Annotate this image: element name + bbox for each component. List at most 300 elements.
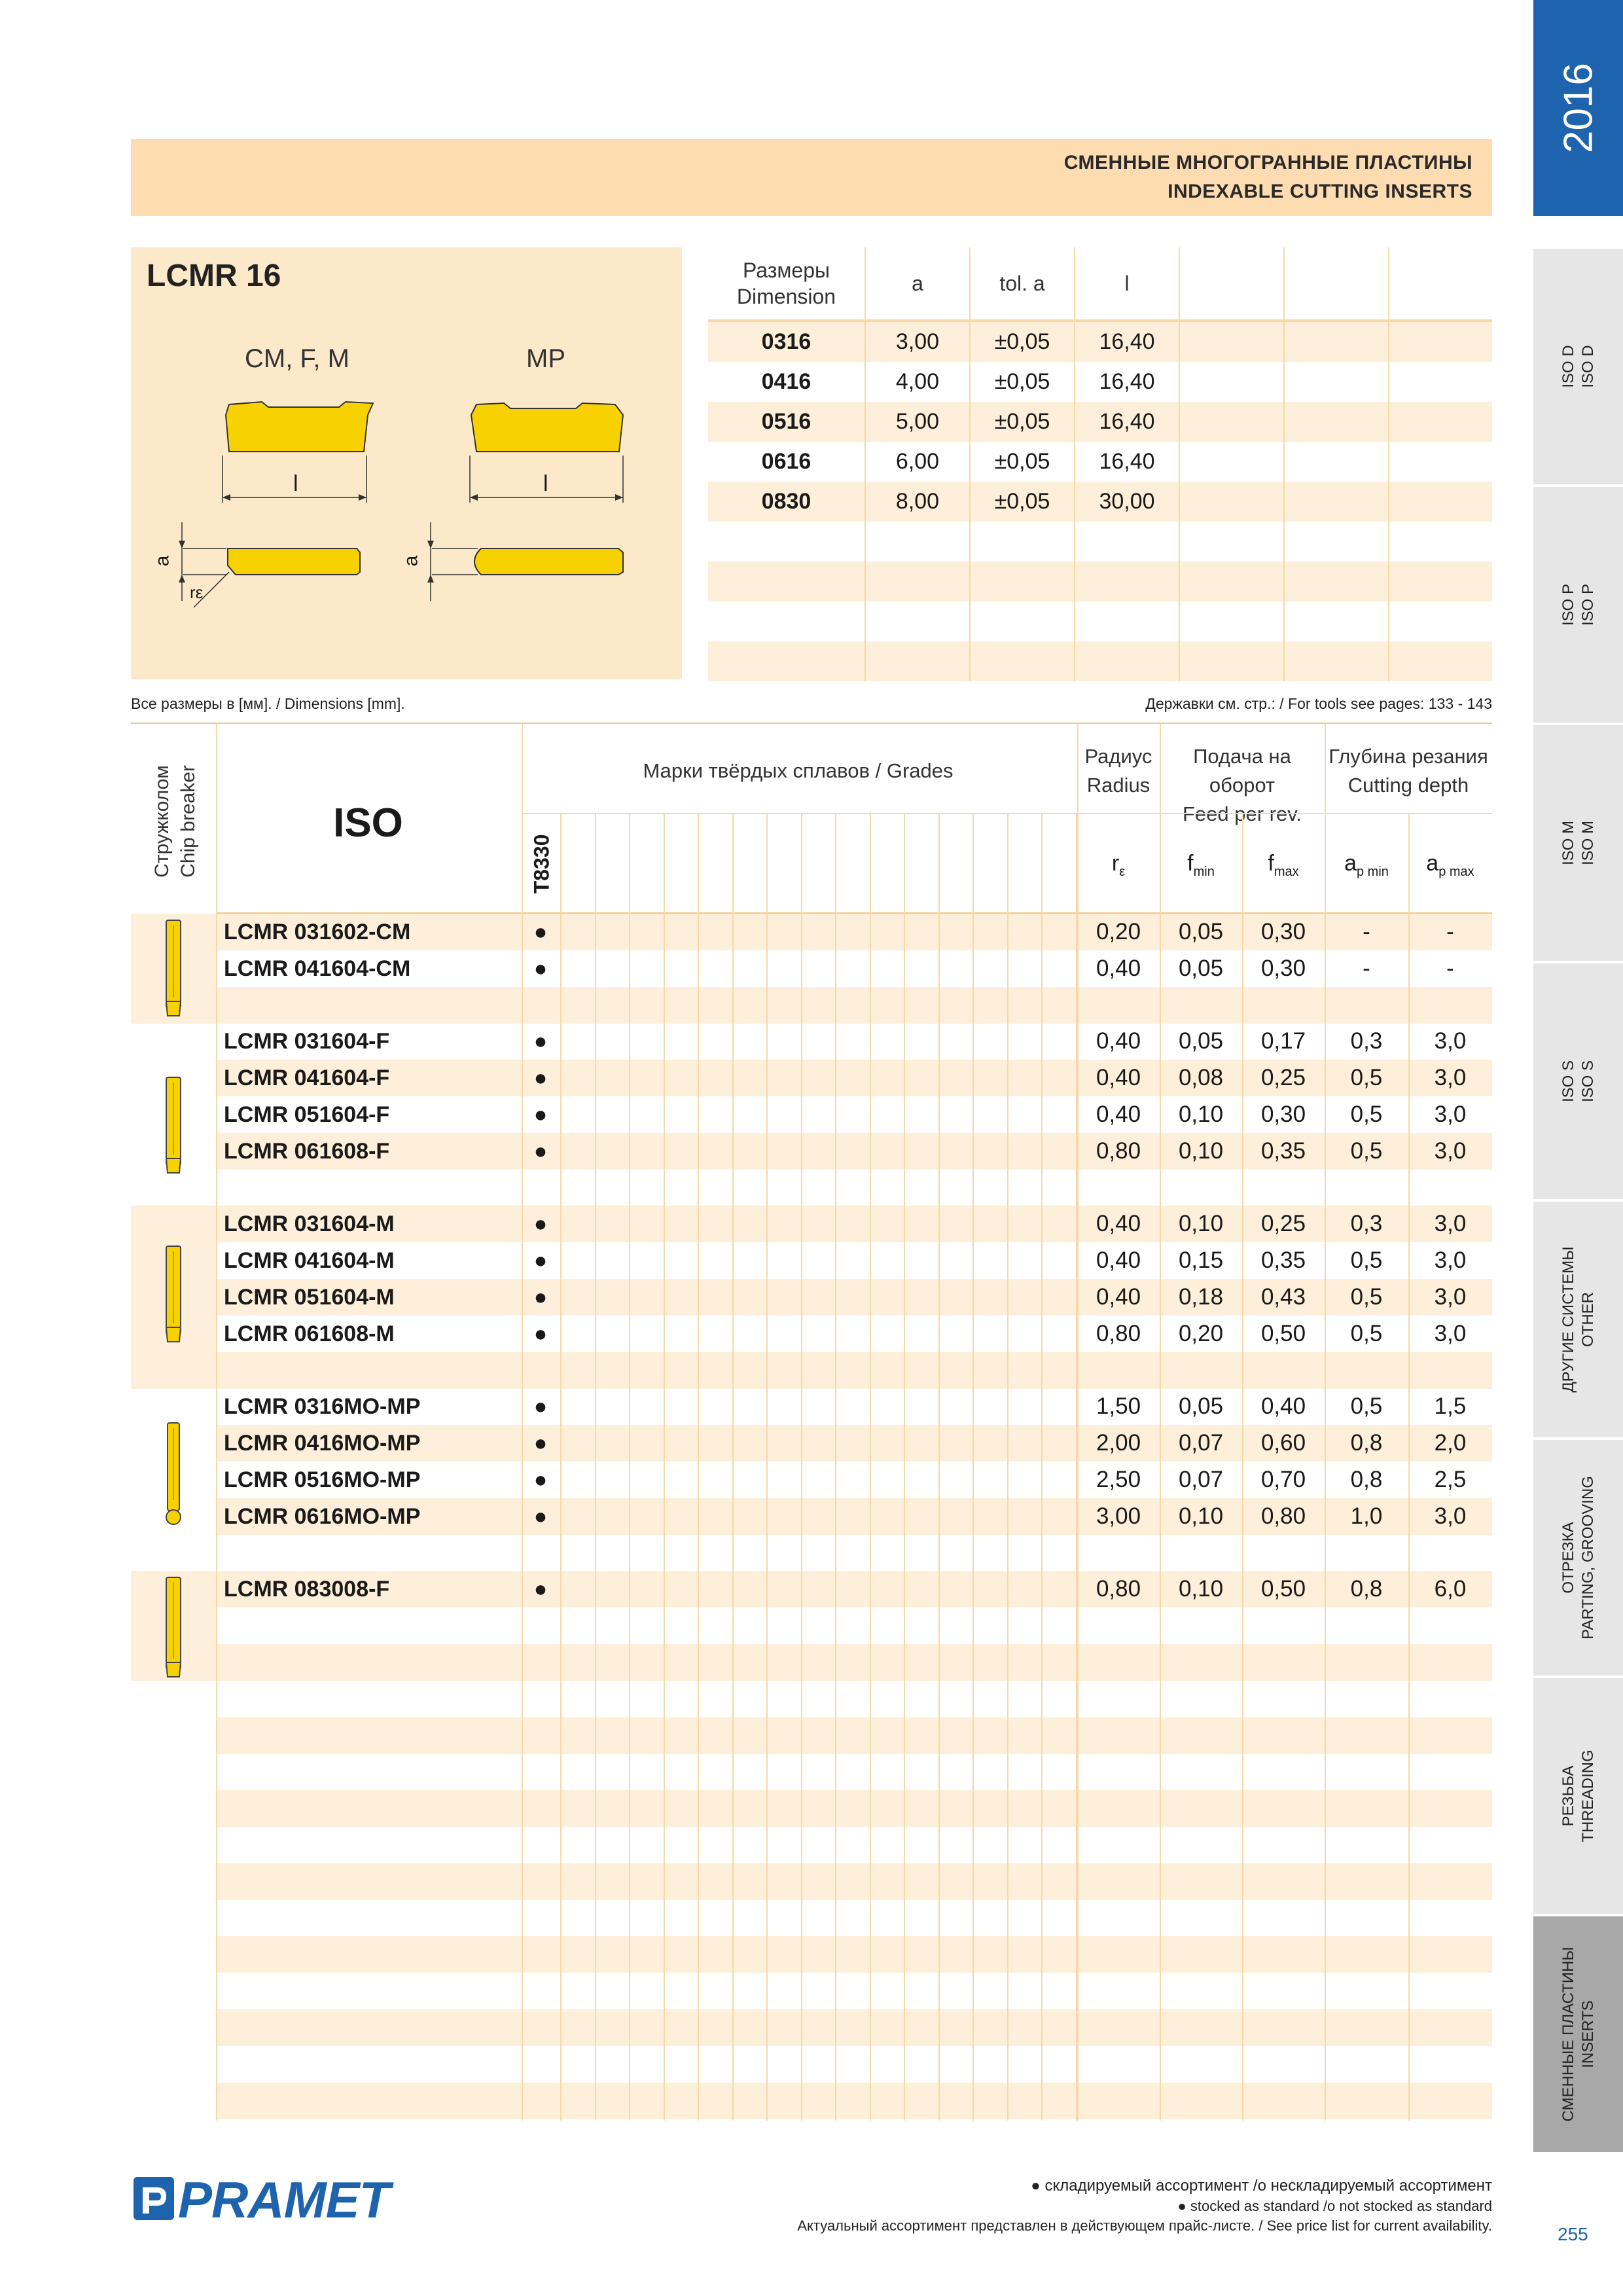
insert-code: LCMR 051604-F	[224, 1102, 390, 1127]
grid-line	[595, 814, 596, 2121]
insert-code: LCMR 041604-CM	[224, 956, 411, 981]
cell-apmin: -	[1363, 955, 1370, 981]
stock-dot: ●	[533, 1394, 548, 1420]
dim-empty-cell	[1284, 601, 1389, 641]
cell-fmax: 0,17	[1260, 1028, 1306, 1054]
dim-empty-cell	[1284, 522, 1389, 562]
dim-row	[708, 442, 1492, 482]
dim-empty-cell	[1179, 641, 1284, 681]
grid-line	[1041, 814, 1043, 2121]
cell-r: 0,40	[1096, 1284, 1141, 1310]
dim-code: 0316	[708, 321, 865, 362]
holders-note[interactable]: Державки см. стр.: / For tools see pages: 133 - 143	[1145, 695, 1492, 712]
cell-fmin: 0,07	[1178, 1430, 1224, 1456]
cell-apmax: 3,0	[1434, 1503, 1467, 1529]
grid-line	[870, 814, 871, 2121]
dim-cell-a: 8,00	[865, 482, 970, 522]
dim-empty-cell	[1179, 562, 1284, 601]
dim-empty-cell	[1179, 362, 1284, 402]
insert-code: LCMR 041604-M	[224, 1248, 395, 1274]
chip-breaker-ru: Стружколом	[151, 765, 173, 878]
stock-dot: ●	[533, 1577, 548, 1602]
dim-row	[708, 641, 1492, 681]
cell-apmin: -	[1363, 919, 1370, 944]
cell-fmin: 0,05	[1178, 919, 1224, 944]
dimensions-note: Все размеры в [мм]. / Dimensions [mm].	[131, 695, 405, 712]
table-row	[216, 1936, 1492, 1973]
table-row	[216, 1023, 1492, 1060]
dim-empty-cell	[970, 601, 1075, 641]
stock-dot: ●	[533, 1066, 548, 1091]
side-tab-iso-s[interactable]	[1533, 963, 1623, 1202]
depth-en: Cutting depth	[1347, 774, 1469, 797]
dim-cell-tol: ±0,05	[970, 482, 1075, 522]
dim-empty-cell	[1284, 321, 1389, 362]
dim-empty-cell	[1389, 402, 1492, 442]
cell-apmax: 3,0	[1434, 1028, 1467, 1054]
cell-fmax: 0,30	[1260, 919, 1306, 944]
cell-fmin: 0,05	[1178, 1393, 1224, 1420]
grid-line	[560, 814, 562, 2121]
table-row	[216, 2046, 1492, 2083]
cell-fmin: 0,10	[1178, 1138, 1224, 1164]
stock-dot: ●	[533, 956, 548, 981]
dim-empty-cell	[865, 522, 970, 562]
dim-head-ru: Размеры	[743, 259, 830, 282]
dim-empty-cell	[1075, 641, 1179, 681]
grid-line	[1077, 724, 1079, 2121]
side-tab-label-en: ISO D	[1578, 345, 1597, 388]
price-list-note: Актуальный ассортимент представлен в действующем прайс-листе. / See price list for current availability.	[797, 2217, 1492, 2234]
side-tab-label-en: ISO P	[1578, 583, 1597, 626]
grid-line	[801, 814, 802, 2121]
grade-t8330-label: T8330	[529, 834, 554, 894]
grades-header: Марки твёрдых сплавов / Grades	[643, 759, 954, 782]
table-row	[216, 1498, 1492, 1535]
table-row	[216, 1352, 1492, 1389]
insert-code: LCMR 0616MO-MP	[224, 1503, 421, 1529]
side-tab-iso-d[interactable]	[1533, 249, 1623, 487]
stock-dot: ●	[533, 1503, 548, 1529]
table-row	[216, 1900, 1492, 1937]
cell-r: 0,40	[1096, 1247, 1141, 1274]
dim-code: 0416	[708, 362, 865, 402]
cell-fmax: 0,80	[1260, 1503, 1306, 1529]
label-mp: MP	[526, 344, 565, 373]
cell-r: 0,40	[1096, 1211, 1141, 1237]
cell-fmax: 0,30	[1260, 1102, 1306, 1127]
stock-dot: ●	[533, 1138, 548, 1164]
cell-fmin: 0,10	[1178, 1211, 1224, 1237]
grid-line	[698, 814, 699, 2121]
table-row	[216, 987, 1492, 1024]
cell-r: 1,50	[1096, 1393, 1141, 1420]
dimension-table	[708, 247, 1492, 681]
grid-line	[1242, 814, 1243, 2121]
dim-empty-cell	[1284, 362, 1389, 402]
symbol-apmax: $a_{p max}$	[1426, 851, 1474, 879]
dim-empty-cell	[1389, 601, 1492, 641]
insert-geometry-drawing	[131, 247, 682, 679]
side-tab-label-ru: РЕЗЬБА	[1559, 1765, 1577, 1827]
cell-r: 0,80	[1096, 1138, 1141, 1164]
grades-top-rule	[131, 723, 1492, 724]
cell-fmin: 0,10	[1178, 1503, 1224, 1529]
dim-empty-cell	[865, 641, 970, 681]
dim-code: 0516	[708, 402, 865, 442]
side-tab-iso-p[interactable]	[1533, 487, 1623, 725]
cell-apmax: 3,0	[1434, 1284, 1467, 1310]
dim-empty-cell	[970, 562, 1075, 601]
cell-r: 0,40	[1096, 1028, 1141, 1054]
table-row	[216, 2009, 1492, 2046]
side-tab-other[interactable]	[1533, 1202, 1623, 1440]
dim-empty-cell	[1179, 442, 1284, 482]
side-tab-label-en: OTHER	[1578, 1292, 1597, 1347]
cell-apmax: 3,0	[1434, 1320, 1467, 1346]
feed-ru: Подача на оборот	[1193, 745, 1291, 797]
table-row	[216, 1607, 1492, 1644]
table-row	[216, 914, 1492, 950]
side-tab-label-ru: ДРУГИЕ СИСТЕМЫ	[1559, 1246, 1577, 1393]
dim-empty-cell	[1284, 562, 1389, 601]
grid-line	[1160, 724, 1161, 2121]
dim-empty-cell	[1284, 402, 1389, 442]
cell-apmax: 3,0	[1434, 1102, 1467, 1127]
symbol-fmax: $f_{max}$	[1268, 851, 1299, 879]
table-row	[216, 1644, 1492, 1681]
stock-dot: ●	[533, 1248, 548, 1274]
dim-empty-cell	[1179, 482, 1284, 522]
insert-code: LCMR 051604-M	[224, 1285, 395, 1310]
stock-dot: ●	[533, 1211, 548, 1237]
chip-breaker-en: Chip breaker	[177, 765, 199, 878]
side-tab-iso-m[interactable]	[1533, 725, 1623, 963]
cell-apmin: 0,5	[1350, 1320, 1383, 1346]
side-tab-label-en: INSERTS	[1578, 2000, 1597, 2068]
dim-empty-cell	[1075, 562, 1179, 601]
insert-code: LCMR 083008-F	[224, 1577, 390, 1602]
cell-r: 3,00	[1096, 1503, 1141, 1529]
cell-r: 0,80	[1096, 1320, 1141, 1346]
cell-fmin: 0,05	[1178, 1028, 1224, 1054]
insert-code: LCMR 031602-CM	[224, 920, 411, 944]
table-row	[216, 1863, 1492, 1900]
pramet-logo-icon	[131, 2174, 177, 2223]
label-cm-f-m: CM, F, M	[245, 344, 349, 373]
stock-legend-en: ● stocked as standard /o not stocked as standard	[1177, 2198, 1492, 2214]
side-tab-label-ru: ISO S	[1559, 1060, 1577, 1103]
table-row	[216, 1170, 1492, 1206]
dim-empty-cell	[865, 601, 970, 641]
dim-empty-cell	[970, 641, 1075, 681]
dim-empty-cell	[1389, 442, 1492, 482]
dim-empty-cell	[708, 562, 865, 601]
grid-line	[664, 814, 665, 2121]
feed-en: Feed per rev.	[1182, 802, 1302, 825]
dim-head-a: a	[865, 247, 970, 321]
dim-l-right: l	[543, 471, 548, 496]
side-tab-label-en: ISO M	[1578, 820, 1597, 866]
grid-line	[766, 814, 768, 2121]
pramet-logo-text: PRAMET	[178, 2171, 390, 2229]
table-row	[216, 1535, 1492, 1571]
table-row	[216, 2083, 1492, 2119]
cell-fmin: 0,10	[1178, 1576, 1224, 1602]
cell-fmax: 0,70	[1260, 1467, 1306, 1492]
dim-cell-tol: ±0,05	[970, 442, 1075, 482]
cell-fmin: 0,05	[1178, 955, 1224, 981]
side-tab-inserts[interactable]	[1533, 1916, 1623, 2155]
cell-apmin: 0,5	[1350, 1393, 1383, 1420]
dim-row	[708, 402, 1492, 442]
table-row	[216, 1827, 1492, 1863]
stock-dot: ●	[533, 1321, 548, 1346]
cell-apmax: 3,0	[1434, 1065, 1467, 1091]
iso-header: ISO	[333, 800, 403, 846]
table-row	[216, 1279, 1492, 1316]
dim-row	[708, 601, 1492, 641]
cell-apmax: 1,5	[1434, 1393, 1467, 1420]
cell-apmin: 0,8	[1350, 1576, 1383, 1602]
stock-legend-ru: ● складируемый ассортимент /o нескладируемый ассортимент	[1031, 2177, 1492, 2195]
insert-code: LCMR 061608-M	[224, 1321, 395, 1346]
cell-apmin: 0,8	[1350, 1467, 1383, 1492]
cell-fmax: 0,50	[1260, 1320, 1306, 1346]
cell-apmin: 0,5	[1350, 1284, 1383, 1310]
dim-code: 0830	[708, 482, 865, 522]
dim-row	[708, 321, 1492, 362]
dim-head-size	[708, 247, 865, 321]
cell-r: 2,50	[1096, 1467, 1141, 1492]
table-row	[216, 1425, 1492, 1462]
cell-apmin: 0,5	[1350, 1247, 1383, 1274]
insert-icon-f8	[164, 1576, 183, 1678]
side-tab-label-ru: ISO P	[1559, 583, 1577, 626]
dim-row	[708, 522, 1492, 562]
table-row	[216, 1571, 1492, 1607]
cell-apmax: 6,0	[1434, 1576, 1467, 1602]
dim-head-en: Dimension	[736, 285, 836, 308]
dim-cell-l: 16,40	[1075, 402, 1179, 442]
grid-line	[732, 814, 734, 2121]
radius-en: Radius	[1086, 774, 1150, 797]
cell-fmin: 0,10	[1178, 1102, 1224, 1127]
dim-empty-cell	[865, 562, 970, 601]
cell-r: 0,40	[1096, 1102, 1141, 1127]
dim-empty-cell	[1075, 601, 1179, 641]
stock-dot: ●	[533, 920, 548, 944]
table-row	[216, 1753, 1492, 1790]
cell-apmin: 0,3	[1350, 1028, 1383, 1054]
cell-fmin: 0,08	[1178, 1065, 1224, 1091]
stock-dot: ●	[533, 1431, 548, 1456]
insert-code: LCMR 061608-F	[224, 1138, 390, 1164]
side-tab-label-en: THREADING	[1578, 1749, 1597, 1842]
page-number: 255	[1558, 2224, 1588, 2244]
dim-empty-cell	[1389, 321, 1492, 362]
side-tab-label-ru: ISO D	[1559, 345, 1577, 388]
cell-apmin: 0,5	[1350, 1065, 1383, 1091]
insert-icon-f	[164, 1076, 183, 1174]
insert-title: LCMR 16	[147, 259, 281, 293]
grid-line	[522, 724, 523, 2121]
dim-empty-cell	[1284, 442, 1389, 482]
insert-code: LCMR 031604-F	[224, 1029, 390, 1054]
side-tab-label-en: PARTING, GROOVING	[1578, 1476, 1597, 1640]
dim-cell-l: 16,40	[1075, 442, 1179, 482]
table-row	[216, 950, 1492, 987]
table-row	[216, 1681, 1492, 1717]
symbol-radius: $r_\varepsilon$	[1111, 851, 1126, 879]
cell-apmax: 2,5	[1434, 1467, 1467, 1492]
cell-fmax: 0,35	[1260, 1138, 1306, 1164]
stock-dot: ●	[533, 1285, 548, 1310]
dim-a-right: a	[400, 555, 422, 567]
side-tab-threading[interactable]	[1533, 1678, 1623, 1916]
cell-r: 0,80	[1096, 1576, 1141, 1602]
table-row	[216, 1316, 1492, 1352]
table-row	[216, 1096, 1492, 1133]
radius-ru: Радиус	[1084, 745, 1152, 768]
side-tab-label-ru: ISO M	[1559, 820, 1577, 866]
dim-cell-a: 3,00	[865, 321, 970, 362]
dim-cell-l: 16,40	[1075, 321, 1179, 362]
cell-apmax: -	[1446, 955, 1454, 981]
depth-header	[1325, 742, 1492, 800]
cell-fmax: 0,25	[1260, 1065, 1306, 1091]
cell-apmin: 0,5	[1350, 1102, 1383, 1127]
table-row	[216, 1206, 1492, 1242]
cell-apmin: 0,8	[1350, 1430, 1383, 1456]
dim-empty-cell	[708, 601, 865, 641]
cell-fmax: 0,60	[1260, 1430, 1306, 1456]
cell-apmax: 3,0	[1434, 1247, 1467, 1274]
cell-r: 0,20	[1096, 919, 1141, 944]
insert-code: LCMR 0416MO-MP	[224, 1431, 421, 1456]
dim-empty-cell	[970, 522, 1075, 562]
insert-code: LCMR 041604-F	[224, 1066, 390, 1091]
dim-empty-cell	[708, 522, 865, 562]
dim-radius: rε	[190, 583, 204, 602]
year-tab	[1533, 0, 1623, 216]
symbol-fmin: $f_{min}$	[1187, 851, 1215, 879]
table-row	[216, 1790, 1492, 1827]
insert-code: LCMR 031604-M	[224, 1211, 395, 1237]
grid-line	[972, 814, 974, 2121]
dim-empty-cell	[1179, 321, 1284, 362]
cell-apmax: -	[1446, 919, 1454, 944]
dim-cell-a: 4,00	[865, 362, 970, 402]
table-row	[216, 1973, 1492, 2009]
dim-empty-cell	[1389, 362, 1492, 402]
cell-fmax: 0,50	[1260, 1576, 1306, 1602]
dim-cell-tol: ±0,05	[970, 321, 1075, 362]
insert-code: LCMR 0316MO-MP	[224, 1394, 421, 1420]
stock-dot: ●	[533, 1102, 548, 1127]
dim-cell-tol: ±0,05	[970, 362, 1075, 402]
dim-head-l: l	[1075, 247, 1179, 321]
side-tab-label-ru: ОТРЕЗКА	[1559, 1522, 1577, 1594]
cell-r: 0,40	[1096, 955, 1141, 981]
dim-row	[708, 562, 1492, 601]
grid-line	[835, 814, 836, 2121]
cell-apmax: 2,0	[1434, 1430, 1467, 1456]
side-tab-parting[interactable]	[1533, 1440, 1623, 1678]
cell-apmin: 0,3	[1350, 1211, 1383, 1237]
dim-a-left: a	[151, 555, 173, 567]
stock-dot: ●	[533, 1467, 548, 1492]
grade-t8330-header	[524, 818, 560, 910]
grid-line	[216, 724, 217, 2121]
depth-ru: Глубина резания	[1329, 745, 1488, 768]
chip-breaker-header	[149, 726, 202, 916]
table-row	[216, 1133, 1492, 1170]
table-row	[216, 1060, 1492, 1096]
dim-code: 0616	[708, 442, 865, 482]
cell-fmax: 0,30	[1260, 955, 1306, 981]
cell-apmax: 3,0	[1434, 1211, 1467, 1237]
cell-fmin: 0,18	[1178, 1284, 1224, 1310]
cell-r: 2,00	[1096, 1430, 1141, 1456]
insert-icon-mp	[164, 1422, 183, 1526]
year-label: 2016	[1556, 63, 1601, 153]
cell-fmin: 0,07	[1178, 1467, 1224, 1492]
dim-l-left: l	[293, 471, 298, 496]
dim-row	[708, 362, 1492, 402]
side-tab-label-ru: СМЕННЫЕ ПЛАСТИНЫ	[1559, 1946, 1577, 2122]
cell-apmin: 0,5	[1350, 1138, 1383, 1164]
dim-empty-cell	[1179, 402, 1284, 442]
dim-empty-cell	[708, 641, 865, 681]
cell-fmax: 0,35	[1260, 1247, 1306, 1274]
dim-empty-cell	[1179, 601, 1284, 641]
grid-line	[904, 814, 905, 2121]
side-tab-label-en: ISO S	[1578, 1060, 1597, 1103]
cell-fmax: 0,25	[1260, 1211, 1306, 1237]
insert-icon-m	[164, 1245, 183, 1343]
dim-empty-cell	[1389, 562, 1492, 601]
symbol-apmin: $a_{p min}$	[1344, 851, 1389, 879]
grid-line	[1325, 724, 1326, 2121]
cell-r: 0,40	[1096, 1065, 1141, 1091]
table-row	[216, 1242, 1492, 1279]
table-row	[216, 1717, 1492, 1754]
dim-row	[708, 482, 1492, 522]
dim-empty-cell	[1179, 522, 1284, 562]
grid-line	[1408, 814, 1410, 2121]
dim-empty-cell	[1389, 482, 1492, 522]
grid-line	[629, 814, 630, 2121]
dim-cell-l: 30,00	[1075, 482, 1179, 522]
insert-drawing-panel	[131, 247, 682, 679]
cell-fmin: 0,15	[1178, 1247, 1224, 1274]
insert-icon-cm	[164, 919, 183, 1017]
section-header	[131, 139, 1492, 216]
grid-line	[1007, 814, 1008, 2121]
dim-empty-cell	[1389, 522, 1492, 562]
dim-cell-l: 16,40	[1075, 362, 1179, 402]
dim-empty-cell	[1389, 641, 1492, 681]
insert-code: LCMR 0516MO-MP	[224, 1467, 421, 1492]
dim-empty-cell	[1284, 482, 1389, 522]
grid-line	[938, 814, 940, 2121]
table-row	[216, 1388, 1492, 1425]
dim-cell-a: 5,00	[865, 402, 970, 442]
stock-dot: ●	[533, 1029, 548, 1054]
dim-cell-tol: ±0,05	[970, 402, 1075, 442]
dim-empty-cell	[1075, 522, 1179, 562]
